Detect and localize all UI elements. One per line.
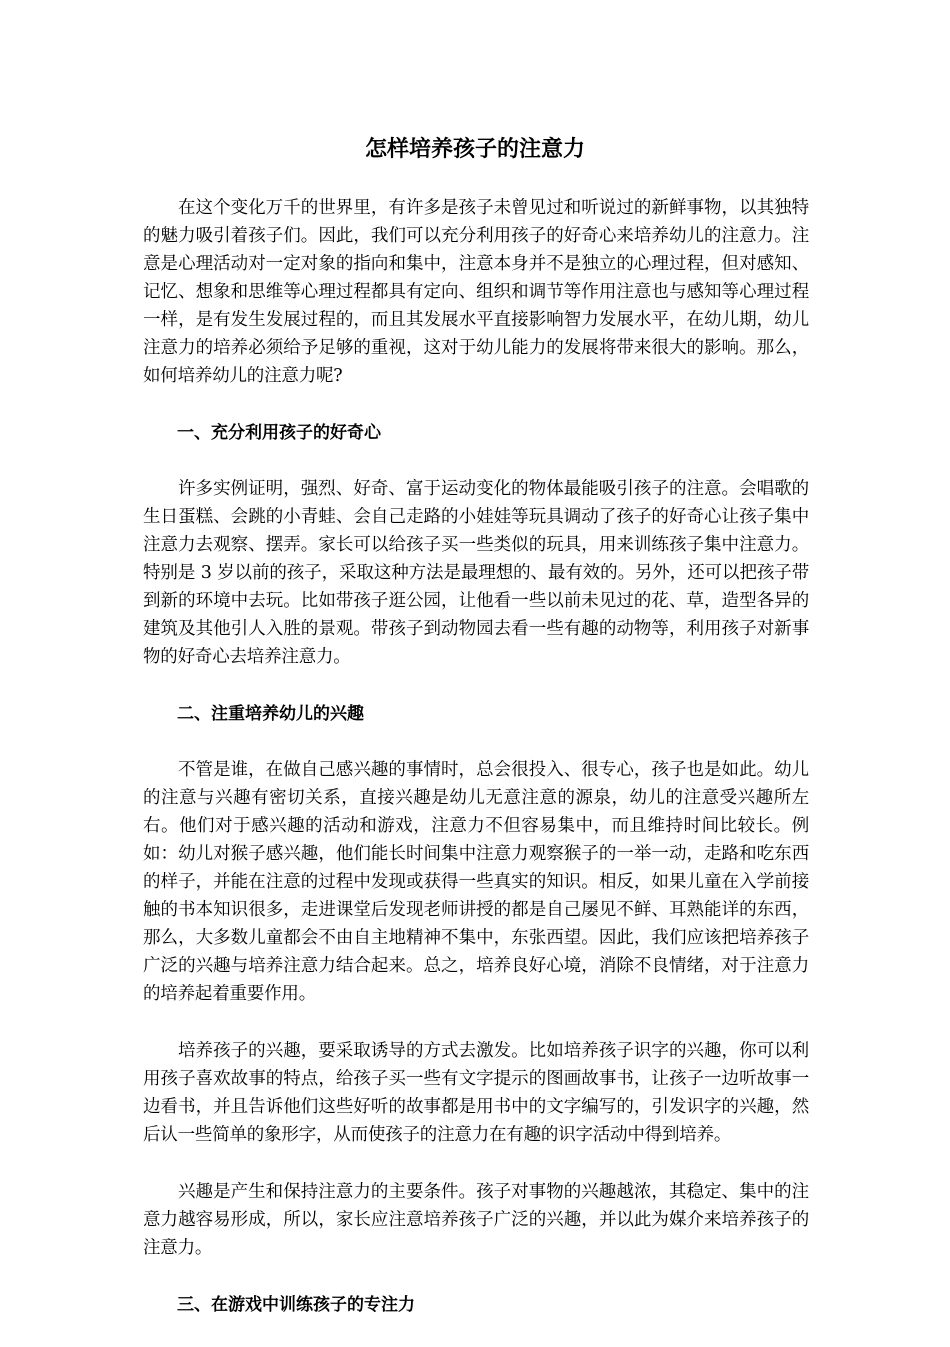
section-2-paragraph-3: 兴趣是产生和保持注意力的主要条件。孩子对事物的兴趣越浓，其稳定、集中的注意力越容易形成，所以，家长应注意培养孩子广泛的兴趣，并以此为媒介来培养孩子的注意力。 (143, 1182, 809, 1258)
section-1-paragraph-1: 许多实例证明，强烈、好奇、富于运动变化的物体最能吸引孩子的注意。会唱歌的生日蛋糕、会跳的小青蛙、会自己走路的小娃娃等玩具调动了孩子的好奇心让孩子集中注意力去观察、摆弄。家长可以给孩子买一些类似的玩具，用来训练孩子集中注意力。特别是 3 岁以前的孩子，采取这种方法是最理想的、最有效的。另外，还可以把孩子带到新的环境中去玩。比如带孩子逛公园，让他看一些以前未见过的花、草，造型各异的建筑及其他引人入胜的景观。带孩子到动物园去看一些有趣的动物等，利用孩子对新事物的好奇心去培养注意力。 (143, 479, 809, 667)
document-title: 怎样培养孩子的注意力 (364, 136, 585, 162)
section-heading-3: 三、在游戏中训练孩子的专注力 (177, 1295, 415, 1315)
section-2-paragraph-2: 培养孩子的兴趣，要采取诱导的方式去激发。比如培养孩子识字的兴趣，你可以利用孩子喜欢故事的特点，给孩子买一些有文字提示的图画故事书，让孩子一边听故事一边看书，并且告诉他们这些好听的故事都是用书中的文字编写的，引发识字的兴趣，然后认一些简单的象形字，从而使孩子的注意力在有趣的识字活动中得到培养。 (143, 1041, 809, 1145)
document-body (143, 194, 809, 1347)
section-heading-1: 一、充分利用孩子的好奇心 (177, 423, 381, 443)
intro-paragraph: 在这个变化万千的世界里，有许多是孩子未曾见过和听说过的新鲜事物，以其独特的魅力吸引着孩子们。因此，我们可以充分利用孩子的好奇心来培养幼儿的注意力。注意是心理活动对一定对象的指向和集中，注意本身并不是独立的心理过程，但对感知、记忆、想象和思维等心理过程都具有定向、组织和调节等作用注意也与感知等心理过程一样，是有发生发展过程的，而且其发展水平直接影响智力发展水平，在幼儿期，幼儿注意力的培养必须给予足够的重视，这对于幼儿能力的发展将带来很大的影响。那么，如何培养幼儿的注意力呢? (143, 198, 809, 386)
section-heading-2: 二、注重培养幼儿的兴趣 (177, 704, 364, 724)
section-2-paragraph-1: 不管是谁，在做自己感兴趣的事情时，总会很投入、很专心，孩子也是如此。幼儿的注意与兴趣有密切关系，直接兴趣是幼儿无意注意的源泉，幼儿的注意受兴趣所左右。他们对于感兴趣的活动和游戏，注意力不但容易集中，而且维持时间比较长。例如：幼儿对猴子感兴趣，他们能长时间集中注意力观察猴子的一举一动，走路和吃东西的样子，并能在注意的过程中发现或获得一些真实的知识。相反，如果儿童在入学前接触的书本知识很多，走进课堂后发现老师讲授的都是自己屡见不鲜、耳熟能详的东西，那么，大多数儿童都会不由自主地精神不集中，东张西望。因此，我们应该把培养孩子广泛的兴趣与培养注意力结合起来。总之，培养良好心境，消除不良情绪，对于注意力的培养起着重要作用。 (143, 760, 809, 1004)
